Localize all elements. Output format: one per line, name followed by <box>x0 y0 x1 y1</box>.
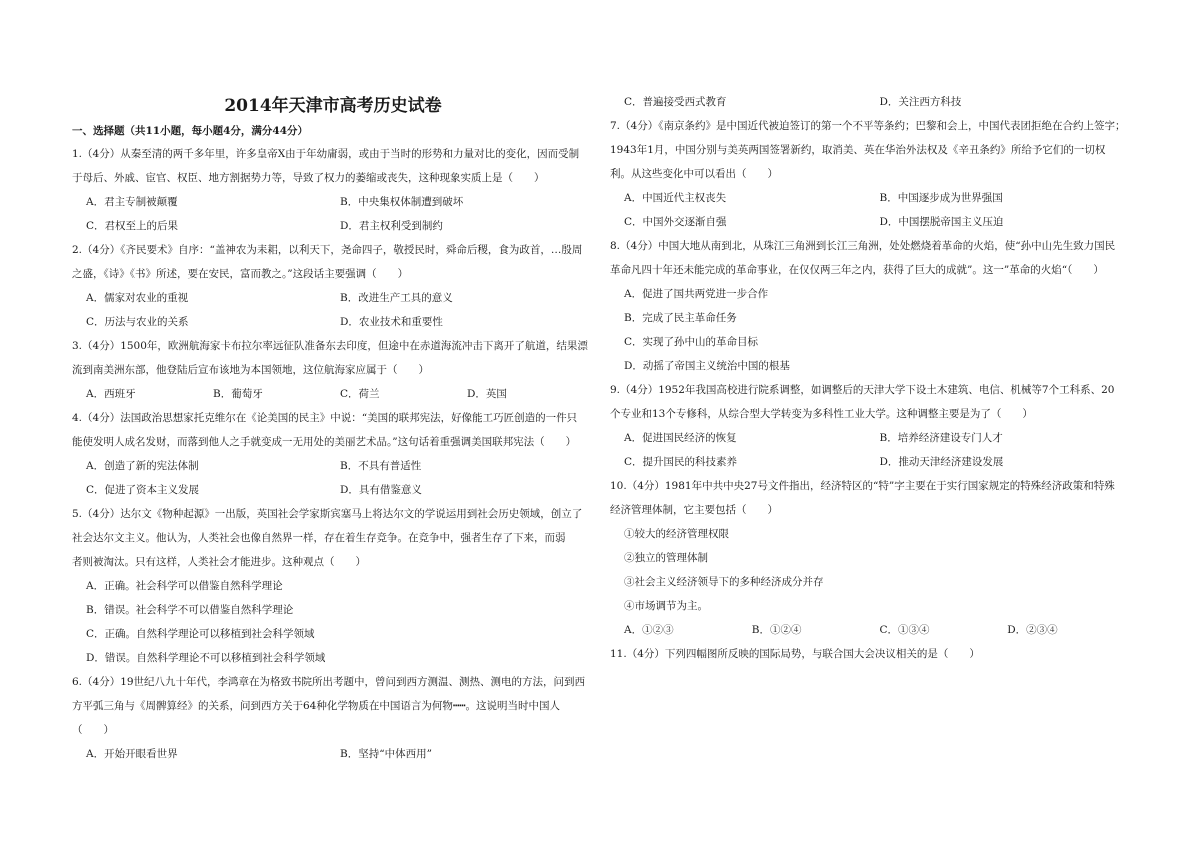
question <box>72 238 594 334</box>
question-stem-line: 3.（4分）1500年，欧洲航海家卡布拉尔率远征队准备东去印度，但途中在赤道海流冲击下离开了航道，结果漂 <box>72 340 588 352</box>
question <box>610 114 1135 234</box>
option: A．开始开眼看世界 <box>86 748 178 760</box>
question-stem-line: 社会达尔文主义。他认为，人类社会也像自然界一样，存在着生存竞争。在竞争中，强者生存了下来，而弱 <box>72 532 566 544</box>
option: B．中央集权体制遭到破坏 <box>340 196 464 208</box>
option: C．正确。自然科学理论可以移植到社会科学领域 <box>86 628 315 640</box>
question-stem-line: 2.（4分）《齐民要术》自序：“盖神农为耒耜，以利天下，尧命四子，敬授民时，舜命后稷，食为政首，…殷周 <box>72 244 583 256</box>
option: B．完成了民主革命任务 <box>624 312 737 324</box>
option: C．促进了资本主义发展 <box>86 484 200 496</box>
option: D．英国 <box>467 388 507 400</box>
question-stem <box>72 142 594 190</box>
options-group <box>610 282 1135 378</box>
exam-title: 2014年天津市高考历史试卷 <box>224 96 442 116</box>
question-stem <box>72 406 594 454</box>
options-group <box>72 454 594 502</box>
question-stem-line: 9.（4分）1952年我国高校进行院系调整，如调整后的天津大学下设土木建筑、电信、机械等7个工科系、20 <box>610 384 1115 396</box>
options-group <box>72 286 594 334</box>
statement-item: ④市场调节为主。 <box>624 600 708 612</box>
question-stem-line: 革命凡四十年还未能完成的革命事业，在仅仅两三年之内，获得了巨大的成就”。这一”革命的火焰“（ ） <box>610 264 1104 276</box>
option: C．①③④ <box>879 624 930 636</box>
question <box>72 502 594 670</box>
right-column <box>610 90 1135 666</box>
option: B．坚持“中体西用” <box>340 748 432 760</box>
question-stem-line: 能使发明人成名发财，而落到他人之手就变成一无用处的美丽艺术品。”这句话着重强调美国联邦宪法（ ） <box>72 436 577 448</box>
option: D．推动天津经济建设发展 <box>879 456 1004 468</box>
question-stem-line: 之盛，《诗》《书》所述，要在安民，富而教之。”这段话主要强调（ ） <box>72 268 409 280</box>
option: D．中国摆脱帝国主义压迫 <box>879 216 1004 228</box>
option: B．培养经济建设专门人才 <box>879 432 1003 444</box>
option: A．创造了新的宪法体制 <box>86 460 199 472</box>
option: B．错误。社会科学不可以借鉴自然科学理论 <box>86 604 294 616</box>
question-stem <box>610 234 1135 282</box>
question <box>72 142 594 238</box>
left-column <box>72 90 594 766</box>
options-group <box>72 742 594 766</box>
right-question-list <box>610 114 1135 666</box>
option: C．荷兰 <box>340 388 380 400</box>
question-stem-line: 6.（4分）19世纪八九十年代，李鸿章在为格致书院所出考题中，曾问到西方测温、测热、测电的方法，问到西 <box>72 676 586 688</box>
question-stem-line: 个专业和13个专修科，从综合型大学转变为多科性工业大学。这种调整主要是为了（ ） <box>610 408 1033 420</box>
statement-item: ③社会主义经济领导下的多种经济成分并存 <box>624 576 824 588</box>
question-stem-line: 1.（4分）从秦至清的两千多年里，许多皇帝X由于年幼庸弱，或由于当时的形势和力量对比的变化，因而受制 <box>72 148 580 160</box>
statement-item: ①较大的经济管理权限 <box>624 528 729 540</box>
options-group <box>72 382 594 406</box>
question-stem <box>72 670 594 742</box>
options-group <box>610 522 1135 618</box>
question-stem-line: 8.（4分）中国大地从南到北，从珠江三角洲到长江三角洲，处处燃烧着革命的火焰，使“孙中山先生致力国民 <box>610 240 1116 252</box>
question-stem-line: 1943年1月，中国分别与美英两国签署新约，取消美、英在华治外法权及《辛丑条约》所给予它们的一切权 <box>610 144 1106 156</box>
question <box>610 378 1135 474</box>
option: C．实现了孙中山的革命目标 <box>624 336 759 348</box>
option: A．促进国民经济的恢复 <box>624 432 737 444</box>
option: A．中国近代主权丧失 <box>624 192 727 204</box>
question-stem-line: 7.（4分）《南京条约》是中国近代被迫签订的第一个不平等条约；巴黎和会上，中国代表团拒绝在合约上签字； <box>610 120 1126 132</box>
option: D．错误。自然科学理论不可以移植到社会科学领域 <box>86 652 326 664</box>
question-stem-line: 11.（4分）下列四幅图所反映的国际局势，与联合国大会决议相关的是（ ） <box>610 648 980 660</box>
question <box>610 642 1135 666</box>
option: A．促进了国共两党进一步合作 <box>624 288 769 300</box>
option: B．①②④ <box>751 624 802 636</box>
question <box>72 406 594 502</box>
option: A．①②③ <box>624 624 674 636</box>
option: B．中国逐步成为世界强国 <box>879 192 1003 204</box>
option: D．具有借鉴意义 <box>340 484 422 496</box>
question-stem <box>610 474 1135 522</box>
option: D．动摇了帝国主义统治中国的根基 <box>624 360 790 372</box>
question-stem-line: 者则被淘汰。只有这样，人类社会才能进步。这种观点（ ） <box>72 556 366 568</box>
question-stem-line: （ ） <box>72 724 114 736</box>
option: B．葡萄牙 <box>213 388 263 400</box>
option: C．君权至上的后果 <box>86 220 179 232</box>
options-group <box>610 618 1135 642</box>
option: C．普遍接受西式教育 <box>624 96 727 108</box>
statement-item: ②独立的管理体制 <box>624 552 708 564</box>
question-stem <box>72 502 594 574</box>
question-stem <box>610 378 1135 426</box>
options-group <box>72 190 594 238</box>
question-stem-line: 4.（4分）法国政治思想家托克维尔在《论美国的民主》中说：“美国的联邦宪法，好像能工巧匠创造的一件只 <box>72 412 578 424</box>
section-heading: 一、选择题（共11小题，每小题4分，满分44分） <box>72 125 309 137</box>
question-stem <box>72 238 594 286</box>
question-stem <box>610 642 1135 666</box>
option: C．提升国民的科技素养 <box>624 456 738 468</box>
question <box>72 334 594 406</box>
question <box>610 234 1135 378</box>
option: A．西班牙 <box>86 388 136 400</box>
question-stem-line: 利。从这些变化中可以看出（ ） <box>610 168 778 180</box>
question <box>610 474 1135 618</box>
question-stem-line: 5.（4分）达尔文《物种起源》一出版，英国社会学家斯宾塞马上将达尔文的学说运用到社会历史领域，创立了 <box>72 508 583 520</box>
option: C．中国外交逐渐自强 <box>624 216 727 228</box>
options-group <box>610 186 1135 234</box>
option: D．农业技术和重要性 <box>340 316 443 328</box>
option: D．②③④ <box>1007 624 1058 636</box>
options-group <box>72 574 594 670</box>
question-stem-line: 经济管理体制，它主要包括（ ） <box>610 504 778 516</box>
option: A．儒家对农业的重视 <box>86 292 189 304</box>
question-stem-line: 于母后、外戚、宦官、权臣、地方割据势力等，导致了权力的萎缩或丧失，这种现象实质上是（ ） <box>72 172 545 184</box>
question-stem-line: 流到南美洲东部，他登陆后宣布该地为本国领地，这位航海家应属于（ ） <box>72 364 429 376</box>
left-question-list <box>72 142 594 766</box>
option: B．改进生产工具的意义 <box>340 292 453 304</box>
option: A．君主专制被颠覆 <box>86 196 178 208</box>
option: C．历法与农业的关系 <box>86 316 189 328</box>
question <box>72 670 594 766</box>
option: A．正确。社会科学可以借鉴自然科学理论 <box>86 580 283 592</box>
question-stem-line: 方平弧三角与《周髀算经》的关系，问到西方关于64种化学物质在中国语言为何物┅┅。这说明当时中国人 <box>72 700 561 712</box>
option: B．不具有普适性 <box>340 460 422 472</box>
question-stem <box>610 114 1135 186</box>
options-group <box>610 426 1135 474</box>
option: D．君主权利受到制约 <box>340 220 443 232</box>
question <box>610 618 1135 642</box>
question-stem-line: 10.（4分）1981年中共中央27号文件指出，经济特区的“特”字主要在于实行国家规定的特殊经济政策和特殊 <box>610 480 1115 492</box>
option: D．关注西方科技 <box>879 96 962 108</box>
q6-continued-options <box>610 90 1135 114</box>
question-stem <box>72 334 594 382</box>
